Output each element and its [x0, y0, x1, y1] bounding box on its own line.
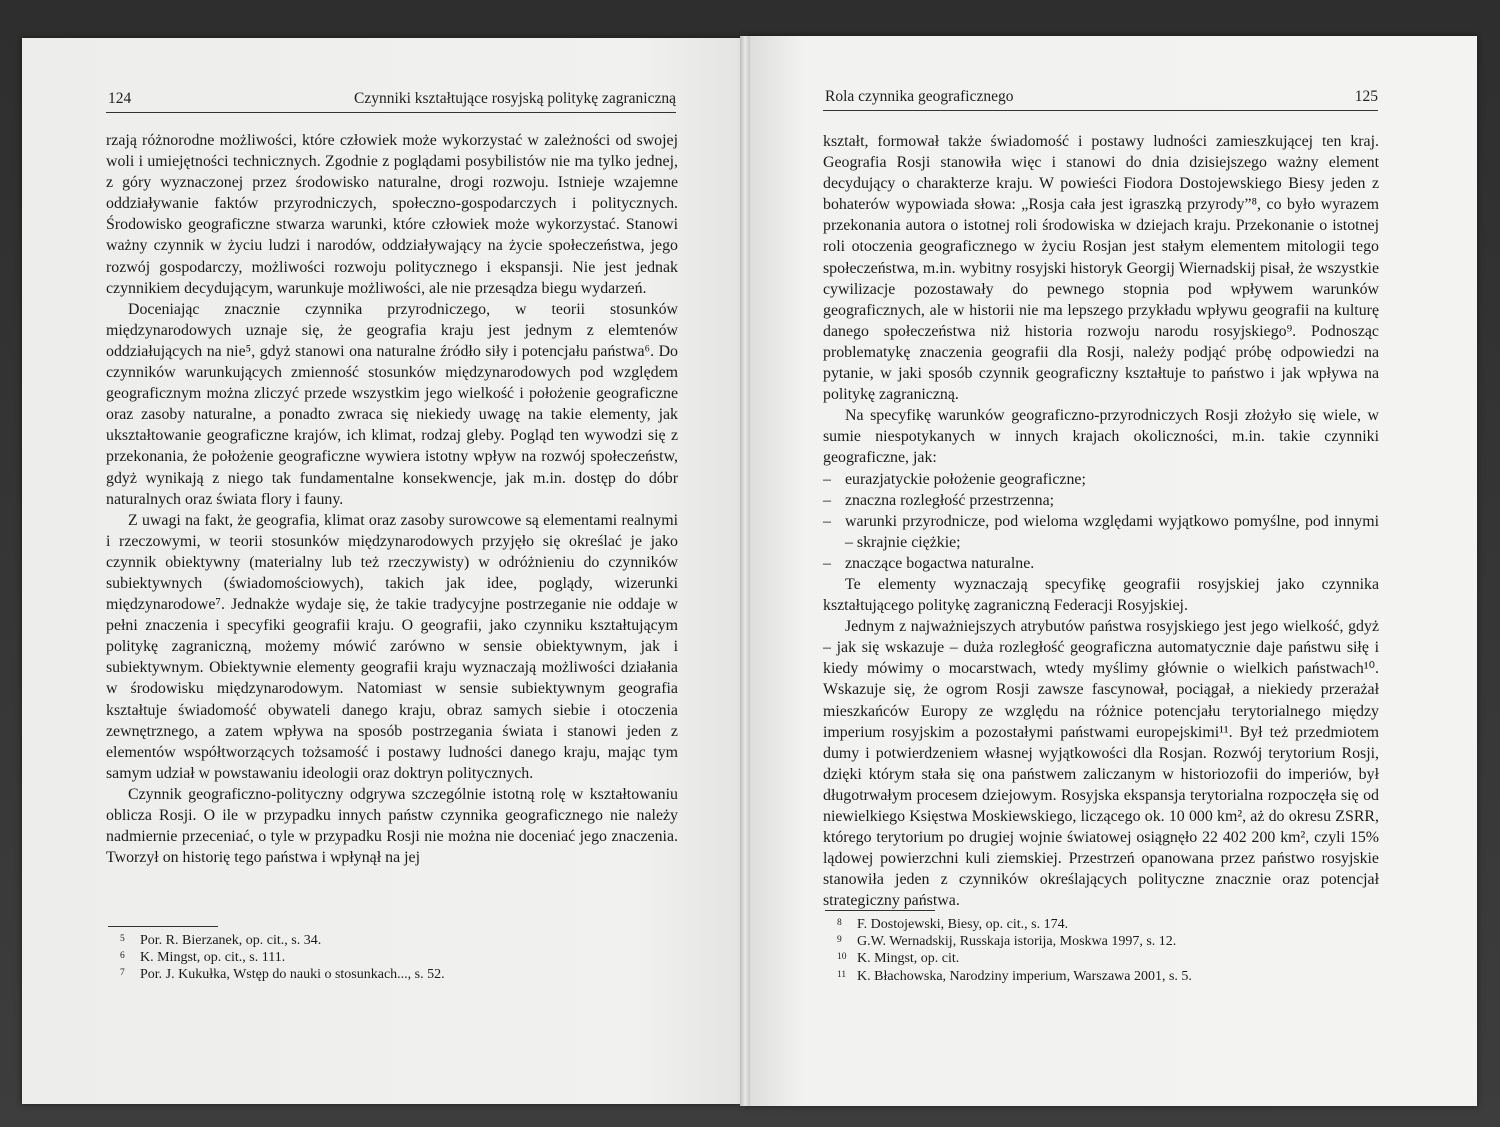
- paragraph: Doceniając znacznie czynnika przyrodniczego, w teorii stosunków międzynarodowych uznaje się, że geografia kraju jest jednym z elemtenów oddziałujących na nie⁵, gdyż stanowi ona naturalne źródło siły i potencjału państwa⁶. Do czynników warunkujących zmienność stosunków międzynarodowych pod względem geograficznym można zliczyć przede wszystkim jego wielkość i położenie geograficzne oraz zasoby naturalne, a ponadto zwraca się niekiedy uwagę na takie elementy, jak ukształtowanie geograficzne krajów, ich klimat, rodzaj gleby. Pogląd ten wywodzi się z przekonania, że położenie geograficzne wywiera istotny wpływ na rozwój społeczeństw, gdyż wynikają z niego tak fundamentalne konsekwencje, jak m.in. dostęp do dóbr naturalnych oraz świata flory i fauny.: [106, 300, 678, 508]
- factor-list: [823, 469, 1379, 574]
- list-item: – eurazjatyckie położenie geograficzne;: [823, 469, 1379, 490]
- paragraph: Z uwagi na fakt, że geografia, klimat oraz zasoby surowcowe są elementami realnymi i rzeczowymi, w teorii stosunków międzynarodowych przyjęło się określać je jako czynnik obiektywny (materialny lub też rzeczywisty) w odróżnieniu do czynników subiektywnych (świadomościowych), takich jak idee, poglądy, wizerunki międzynarodowe⁷. Jednakże wydaje się, że takie tradycyjne postrzeganie nie oddaje w pełni znaczenia i specyfiki geografii kraju. O geografii, jako czynniku kształtującym politykę zagraniczną, możemy mówić zarówno w sensie obiektywnym, jak i subiektywnym. Obiektywnie elementy geografii kraju wyznaczają możliwości działania w środowisku międzynarodowym. Natomiast w sensie subiektywnym geografia kształtuje świadomość obywateli danego kraju, obraz samych siebie i otoczenia zewnętrznego, a zatem wpływa na sposób postrzegania świata i stanowi jeden z elementów współtworzących tożsamość i postawy ludności danego kraju, mając tym samym udział w powstawaniu ideologii oraz doktryn politycznych.: [106, 511, 678, 782]
- right-page-body: [823, 131, 1379, 911]
- left-page: [22, 38, 744, 1104]
- running-title: Czynniki kształtujące rosyjską politykę zagraniczną: [354, 90, 676, 107]
- footnote: 10 K. Mingst, op. cit.: [837, 951, 960, 967]
- left-page-body: [106, 130, 678, 868]
- footnote: 7 Por. J. Kukułka, Wstęp do nauki o stosunkach..., s. 52.: [120, 967, 445, 983]
- list-item: – znaczna rozległość przestrzenna;: [823, 490, 1379, 511]
- right-page: [745, 36, 1477, 1106]
- list-item: – znaczące bogactwa naturalne.: [823, 553, 1379, 574]
- footnote: 8 F. Dostojewski, Biesy, op. cit., s. 174.: [837, 917, 1069, 932]
- right-footnotes: [825, 916, 1385, 985]
- paragraph: rzają różnorodne możliwości, które człowiek może wykorzystać w zależności od swojej woli i umiejętności technicznych. Zgodnie z poglądami posybilistów nie ma tylko jednej, z góry wyznaczonej przez środowisko naturalne, drogi rozwoju. Istnieje wzajemne oddziaływanie faktów przyrodniczych, społeczno-gospodarczych i politycznych. Środowisko geograficzne stwarza warunki, które człowiek może wykorzystać. Stanowi ważny czynnik w życiu ludzi i narodów, oddziaływający na życie społeczeństwa, jego rozwój gospodarczy, możliwości rozwoju politycznego i ekspansji. Nie jest jednak czynnikiem decydującym, warunkuje możliwości, ale nie przesądza biegu wydarzeń.: [106, 132, 678, 297]
- footnote: 11 K. Błachowska, Narodziny imperium, Warszawa 2001, s. 5.: [837, 968, 1192, 984]
- running-title: Rola czynnika geograficznego: [825, 88, 1014, 105]
- footnote: 5 Por. R. Bierzanek, op. cit., s. 34.: [120, 933, 322, 948]
- page-number: 125: [1354, 88, 1378, 105]
- left-footnotes: [108, 932, 668, 984]
- footnote: 9 G.W. Wernadskij, Russkaja istorija, Moskwa 1997, s. 12.: [837, 934, 1177, 950]
- left-page-header: [106, 86, 676, 113]
- paragraph: kształt, formował także świadomość i postawy ludności zamieszkującej ten kraj. Geografia Rosji stanowiła więc i stanowi do dnia dzisiejszego ważny element decydujący o charakterze kraju. W powieści Fiodora Dostojewskiego Biesy jeden z bohaterów wypowiada słowa: „Rosja cała jest igraszką przyrody”⁸, co było wyrazem przekonania autora o istotnej roli środowiska w dziejach kraju. Przekonanie o istotnej roli otoczenia geograficznego w życiu Rosjan jest stałym elementem mitologii tego społeczeństwa, m.in. wybitny rosyjski historyk Georgij Wiernadskij pisał, że wszystkie cywilizacje pozostawały do pewnego stopnia pod wpływem warunków geograficznych, ale w historii nie ma lepszego przykładu wpływu geografii na kulturę danego społeczeństwa niż historia rozwoju narodu rosyjskiego⁹. Podnosząc problematykę znaczenia geografii dla Rosji, należy podjąć próbę odpowiedzi na pytanie, w jaki sposób czynnik geograficzny kształtuje to państwo i jak wpływa na politykę zagraniczną.: [823, 133, 1379, 404]
- right-page-header: [823, 84, 1378, 111]
- paragraph: Na specyfikę warunków geograficzno-przyrodniczych Rosji złożyło się wiele, w sumie niespotykanych w innych krajach okoliczności, m.in. takie czynniki geograficzne, jak:: [823, 407, 1379, 467]
- footnote-separator: [108, 926, 218, 927]
- paragraph: Jednym z najważniejszych atrybutów państwa rosyjskiego jest jego wielkość, gdyż – jak się wskazuje – duża rozległość geograficzna automatycznie daje państwu siłę i kiedy mówimy o mocarstwach, wtedy myślimy głównie o wielkich państwach¹⁰. Wskazuje się, że ogrom Rosji zawsze fascynował, pociągał, a niekiedy przerażał mieszkańców Europy ze względu na różnice potencjału terytorialnego między imperium rosyjskim a pozostałymi państwami europejskimi¹¹. Był też przedmiotem dumy i potwierdzeniem własnej wyjątkowości dla Rosjan. Rozwój terytorium Rosji, dzięki którym stała się ona państwem zaliczanym w historiozofii do imperiów, był długotrwałym procesem dziejowym. Rosyjska ekspansja terytorialna rozpoczęła się od niewielkiego Księstwa Moskiewskiego, liczącego ok. 10 000 km², aż do okresu ZSRR, którego terytorium po drugiej wojnie światowej osiągnęło 22 402 200 km², czyli 15% lądowej powierzchni kuli ziemskiej. Przestrzeń opanowana przez państwo rosyjskie stanowiła jeden z czynników określających polityczne znacznie oraz potencjał strategiczny państwa.: [823, 618, 1379, 910]
- page-number: 124: [108, 90, 132, 107]
- footnote: 6 K. Mingst, op. cit., s. 111.: [120, 950, 286, 966]
- paragraph: Te elementy wyznaczają specyfikę geografii rosyjskiej jako czynnika kształtującego politykę zagraniczną Federacji Rosyjskiej.: [823, 575, 1379, 615]
- book-gutter: [740, 36, 750, 1106]
- paragraph: Czynnik geograficzno-polityczny odgrywa szczególnie istotną rolę w kształtowaniu oblicza Rosji. O ile w przypadku innych państw czynnika geograficznego nie należy nadmiernie przeceniać, o tyle w przypadku Rosji nie można nie doceniać jego znaczenia. Tworzył on historię tego państwa i wpłynął na jej: [106, 785, 678, 867]
- list-item: – warunki przyrodnicze, pod wieloma względami wyjątkowo pomyślne, pod innymi – skrajnie ciężkie;: [823, 511, 1379, 553]
- footnote-separator: [825, 910, 935, 911]
